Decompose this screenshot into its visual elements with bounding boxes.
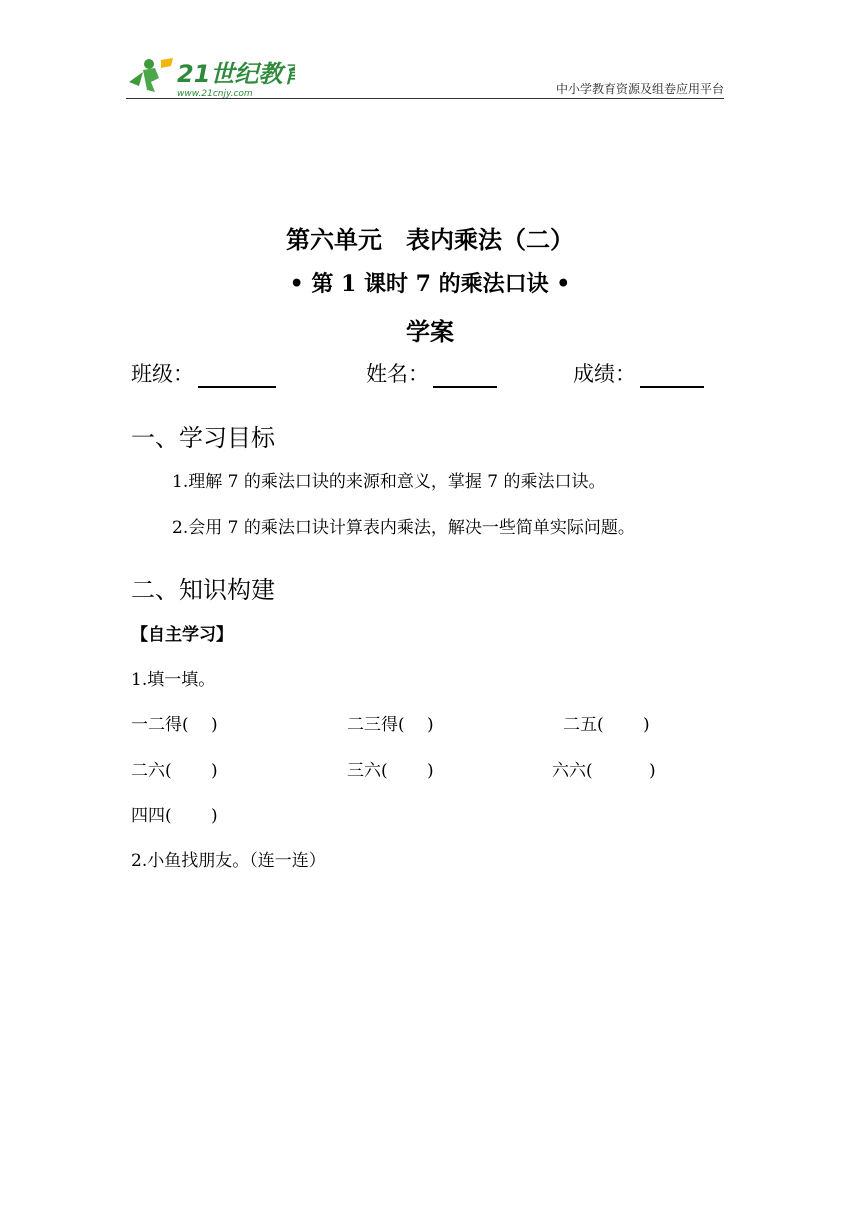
site-logo [125, 52, 295, 100]
fill-item[interactable]: 三六( ) [347, 761, 434, 781]
logo-text: 21世纪教育 [177, 60, 295, 88]
self-study-heading: 【自主学习】 [131, 625, 233, 645]
section-heading-knowledge: 二、知识构建 [131, 576, 275, 604]
fill-item[interactable]: 二三得( ) [347, 715, 434, 735]
class-field [131, 358, 276, 388]
goal-item: 1.理解 7 的乘法口诀的来源和意义，掌握 7 的乘法口诀。 [172, 472, 606, 492]
header-divider [126, 98, 724, 99]
class-blank[interactable] [198, 366, 276, 388]
name-blank[interactable] [433, 366, 497, 388]
fill-item[interactable]: 二五( ) [563, 715, 650, 735]
unit-title: 第六单元 表内乘法（二） [286, 225, 574, 254]
class-label: 班级： [131, 362, 194, 386]
fill-item[interactable]: 六六( ) [552, 761, 656, 781]
score-label: 成绩： [573, 362, 636, 386]
fill-item[interactable]: 一二得( ) [131, 715, 218, 735]
section-heading-goals: 一、学习目标 [131, 424, 275, 452]
question-2: 2.小鱼找朋友。（连一连） [131, 851, 326, 871]
name-field [366, 358, 497, 388]
question-1: 1.填一填。 [131, 670, 216, 690]
name-label: 姓名： [366, 362, 429, 386]
score-blank[interactable] [640, 366, 704, 388]
score-field [573, 358, 704, 388]
logo-url: www.21cnjy.com [177, 89, 253, 99]
header-tagline: 中小学教育资源及组卷应用平台 [555, 82, 724, 96]
fill-item[interactable]: 二六( ) [131, 761, 218, 781]
lesson-title: • 第 1 课时 7 的乘法口诀 • [289, 271, 571, 297]
doc-type-title: 学案 [406, 317, 454, 346]
goal-item: 2.会用 7 的乘法口诀计算表内乘法，解决一些简单实际问题。 [172, 518, 635, 538]
fill-item[interactable]: 四四( ) [131, 806, 218, 826]
